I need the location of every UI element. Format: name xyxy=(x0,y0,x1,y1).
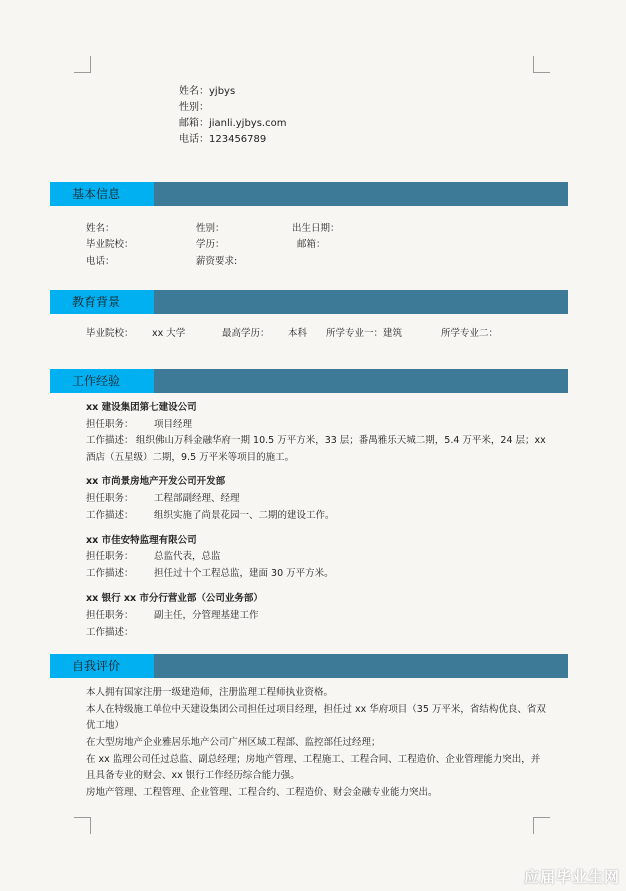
work-desc-label: 工作描述： xyxy=(86,435,134,446)
work-role-label: 担任职务： xyxy=(86,493,134,504)
section-title-education: 教育背景 xyxy=(50,290,154,314)
contact-gender: 性别： xyxy=(179,102,209,113)
basic-school-label: 毕业院校： xyxy=(86,239,134,250)
basic-degree-label: 学历： xyxy=(196,239,225,250)
section-bar-basic xyxy=(50,182,568,206)
basic-birth-label: 出生日期： xyxy=(292,223,340,234)
work-role: 副主任，分管理基建工作 xyxy=(154,610,259,621)
education-major-1: 所学专业一：建筑 xyxy=(326,328,403,339)
work-desc-label: 工作描述： xyxy=(86,627,134,638)
work-role: 总监代表，总监 xyxy=(154,551,221,562)
work-desc: 担任过十个工程总监，建面 30 万平方米。 xyxy=(154,568,334,579)
work-desc: 组织实施了尚景花园一、二期的建设工作。 xyxy=(154,510,335,521)
work-role-label: 担任职务： xyxy=(86,610,134,621)
section-title-self-evaluation: 自我评价 xyxy=(50,654,154,678)
work-company: xx 市尚景房地产开发公司开发部 xyxy=(86,476,226,487)
section-bar-education xyxy=(50,290,568,314)
contact-block xyxy=(179,84,286,148)
work-company: xx 市佳安特监理有限公司 xyxy=(86,535,197,546)
page-corner-mark-bottom-left xyxy=(74,817,91,834)
education-degree: 本科 xyxy=(288,328,308,339)
contact-name: 姓名：yjbys xyxy=(179,86,236,97)
basic-phone-label: 电话： xyxy=(86,256,115,267)
page-corner-mark-top-left xyxy=(74,56,91,73)
page-corner-mark-top-right xyxy=(533,56,550,73)
page-corner-mark-bottom-right xyxy=(533,817,550,834)
education-school: xx 大学 xyxy=(152,328,186,339)
self-eval-line: 在大型房地产企业雅居乐地产公司广州区域工程部、监控部任过经理； xyxy=(86,737,381,748)
self-eval-line: 房地产管理、工程管理、企业管理、工程合约、工程造价、财会金融专业能力突出。 xyxy=(86,787,438,798)
work-desc-label: 工作描述： xyxy=(86,510,134,521)
self-eval-line: 且具备专业的财会、xx 银行工作经历综合能力强。 xyxy=(86,770,300,781)
education-school-label: 毕业院校： xyxy=(86,328,134,339)
section-title-work: 工作经验 xyxy=(50,369,154,393)
work-company: xx 建设集团第七建设公司 xyxy=(86,402,197,413)
basic-salary-label: 薪资要求: xyxy=(196,256,238,267)
basic-email-label: 邮箱： xyxy=(297,239,326,250)
education-major-2: 所学专业二： xyxy=(441,328,499,339)
work-desc: 组织佛山万科金融华府一期 10.5 万平方米，33 层；番禺雅乐天城二期，5.4 万平米，24 层；xx xyxy=(136,435,546,446)
self-eval-line: 在 xx 监理公司任过总监、副总经理；房地产管理、工程施工、工程合同、工程造价、企业管理能力突出，并 xyxy=(86,754,541,765)
section-bar-self-evaluation xyxy=(50,654,568,678)
self-eval-line: 本人在特级施工单位中天建设集团公司担任过项目经理，担任过 xx 华府项目（35 万平米，省结构优良、省双 xyxy=(86,704,546,715)
work-desc-cont: 酒店（五星级）二期，9.5 万平米等项目的施工。 xyxy=(86,452,295,463)
work-desc-label: 工作描述： xyxy=(86,568,134,579)
work-company: xx 银行 xx 市分行营业部（公司业务部） xyxy=(86,593,263,604)
work-role-label: 担任职务： xyxy=(86,419,134,430)
work-role-label: 担任职务： xyxy=(86,551,134,562)
contact-email: 邮箱：jianli.yjbys.com xyxy=(179,118,287,129)
basic-gender-label: 性别： xyxy=(196,223,225,234)
section-bar-work xyxy=(50,369,568,393)
work-role: 项目经理 xyxy=(154,419,193,430)
education-degree-label: 最高学历： xyxy=(222,328,270,339)
basic-name-label: 姓名： xyxy=(86,223,115,234)
site-watermark: 应届毕业生网 xyxy=(523,868,620,886)
section-title-basic: 基本信息 xyxy=(50,182,154,206)
contact-phone: 电话：123456789 xyxy=(179,134,267,145)
self-eval-line: 优工地） xyxy=(86,720,125,731)
self-eval-line: 本人拥有国家注册一级建造师，注册监理工程师执业资格。 xyxy=(86,687,334,698)
work-role: 工程部副经理、经理 xyxy=(154,493,240,504)
